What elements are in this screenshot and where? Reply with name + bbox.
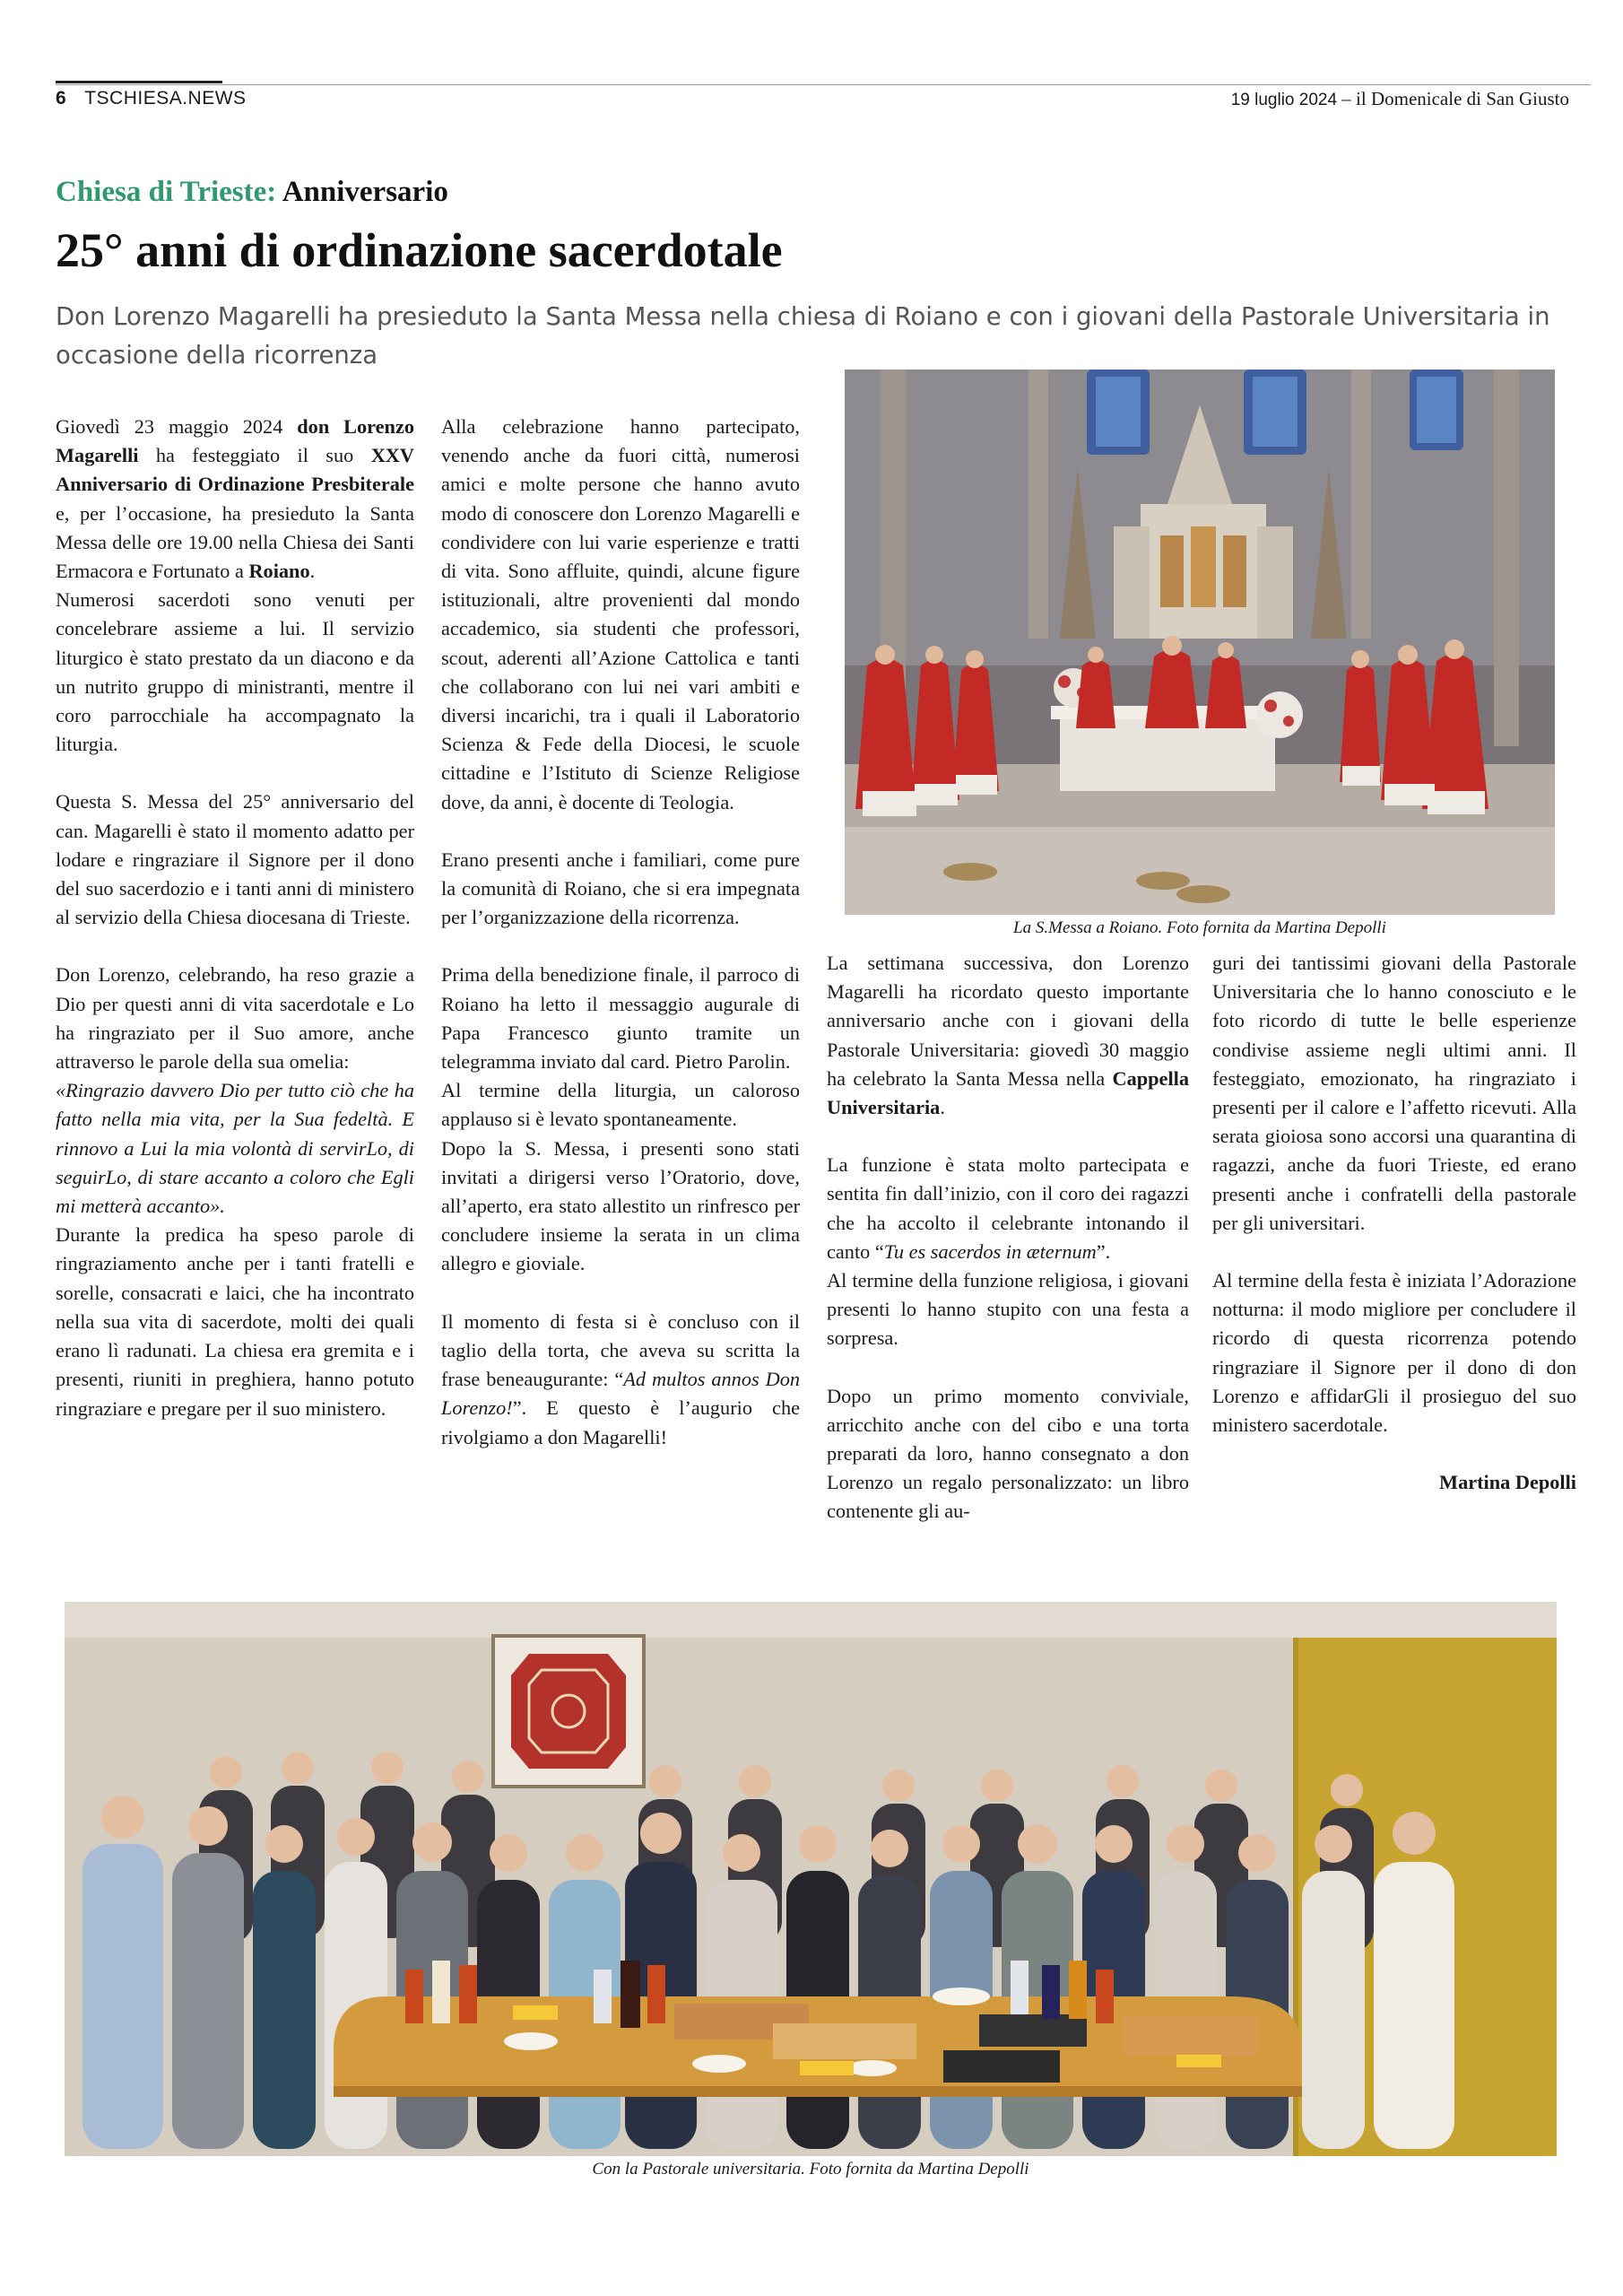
kicker-section: Chiesa di Trieste:: [56, 176, 277, 208]
article-column-2: [441, 413, 800, 1481]
page-header-right: [1231, 88, 1569, 110]
paragraph: Erano presenti anche i familiari, come pure la comunità di Roiano, che si era impegnata per l’organizzazione della ricorrenza.: [441, 848, 800, 929]
paragraph: Al termine della festa è iniziata l’Adorazione notturna: il modo migliore per concludere il ricordo di questa ricorrenza potendo ringraziare il Signore per il dono di don Lorenzo e affidarGli il prosieguo del suo ministero sacerdotale.: [1212, 1269, 1576, 1437]
homily-quote: «Ringrazio davvero Dio per tutto ciò che ha fatto nella mia vita, per la Sua fedeltà. E rinnovo a Lui la mia volontà di servirLo, di seguirLo, di stare accanto a coloro che Egli mi metterà accanto».: [56, 1079, 414, 1218]
paragraph: Dopo la S. Messa, i presenti sono stati invitati a dirigersi verso l’Oratorio, dove, all’aperto, era stato allestito un rinfresco per concludere insieme la serata in un clima allegro e gioviale.: [441, 1136, 800, 1275]
paragraph: Don Lorenzo, celebrando, ha reso grazie a Dio per questi anni di vita sacerdotale e Lo ha ringraziato per il Suo amore, anche attraverso le parole della sua omelia:: [56, 963, 414, 1074]
publication-name: il Domenicale di San Giusto: [1356, 88, 1569, 109]
article-column-1: [56, 413, 414, 1452]
site-name: TSCHIESA.NEWS: [84, 88, 247, 109]
group-photo: [65, 1602, 1557, 2156]
issue-date: 19 luglio 2024: [1230, 91, 1338, 109]
paragraph: Questa S. Messa del 25° anniversario del can. Magarelli è stato il momento adatto per lodare e ringraziare il Signore per il dono del suo sacerdozio e i tanti anni di ministero al servizio della Chiesa diocesana di Trieste.: [56, 790, 414, 929]
paragraph: Prima della benedizione finale, il parroco di Roiano ha letto il messaggio augurale di Papa Francesco giunto tramite un telegramma inviato dal card. Pietro Parolin.: [441, 963, 800, 1074]
paragraph: Al termine della liturgia, un caloroso applauso si è levato spontaneamente.: [441, 1079, 800, 1131]
mass-photo: [845, 370, 1555, 915]
section-kicker: [56, 176, 448, 209]
kicker-topic: Anniversario: [282, 176, 448, 208]
header-rule: [56, 84, 1591, 85]
group-photo-caption: Con la Pastorale universitaria. Foto fornita da Martina Depolli: [592, 2160, 1029, 2179]
article-subtitle: Don Lorenzo Magarelli ha presieduto la Santa Messa nella chiesa di Roiano e con i giovani della Pastorale Universitaria in occasione della ricorrenza: [56, 302, 1550, 370]
paragraph: guri dei tantissimi giovani della Pastorale Universitaria che lo hanno conosciuto e le foto ricordo di tutte le belle esperienze condivise assieme negli ultimi anni. Il festeggiato, emozionato, ha ringraziato i presenti per il calore e l’affetto ricevuti. Alla serata gioiosa sono accorsi una quarantina di ragazzi, anche da fuori Trieste, ed erano presenti anche i confratelli della pastorale per gli universitari.: [1212, 952, 1576, 1234]
header-separator: –: [1337, 88, 1357, 109]
page-header-left: [56, 88, 247, 109]
paragraph: Il momento di festa si è concluso con il taglio della torta, che aveva su scritta la frase beneaugurante: “Ad multos annos Don Lorenzo!”. E questo è l’augurio che rivolgiamo a don Magarelli!: [441, 1309, 800, 1448]
header-rule-accent: [56, 81, 222, 83]
page-number: 6: [56, 88, 67, 109]
paragraph: Durante la predica ha speso parole di ringraziamento anche per i tanti fratelli e sorelle, consacrati e laici, che ha incontrato nella sua vita di sacerdote, molti dei quali erano lì radunati. La chiesa era gremita e i presenti, riuniti in preghiera, hanno potuto ringraziare e pregare per il suo ministero.: [56, 1223, 414, 1420]
article-column-4: [1212, 949, 1576, 1526]
mass-photo-caption: La S.Messa a Roiano. Foto fornita da Martina Depolli: [1013, 918, 1386, 937]
paragraph: Alla celebrazione hanno partecipato, venendo anche da fuori città, numerosi amici e molte persone che hanno avuto modo di conoscere don Lorenzo Magarelli e condividere con lui varie esperienze e tratti di vita. Sono affluite, quindi, alcune figure istituzionali, altre provenienti dal mondo accademico, sia studenti che professori, scout, aderenti all’Azione Cattolica e tanti che collaborano con lui nei vari ambiti e diversi incarichi, tra i quali il Laboratorio Scienza & Fede della Diocesi, le scuole cittadine e l’Istituto di Scienze Religiose dove, da anni, è docente di Teologia.: [441, 415, 800, 813]
paragraph: Al termine della funzione religiosa, i giovani presenti lo hanno stupito con una festa a sorpresa.: [827, 1269, 1189, 1350]
author-signature: Martina Depolli: [1439, 1471, 1576, 1494]
paragraph: Giovedì 23 maggio 2024 don Lorenzo Magarelli ha festeggiato il suo XXV Anniversario di Ordinazione Presbiterale e, per l’occasione, ha presieduto la Santa Messa delle ore 19.00 nella Chiesa dei Santi Ermacora e Fortunato a Roiano.: [56, 415, 414, 583]
article-title: 25° anni di ordinazione sacerdotale: [56, 223, 783, 277]
article-column-3: [827, 949, 1189, 1555]
paragraph: Dopo un primo momento conviviale, arricchito anche con del cibo e una torta preparati da loro, hanno consegnato a don Lorenzo un regalo personalizzato: un libro contenente gli au-: [827, 1384, 1189, 1523]
paragraph: La settimana successiva, don Lorenzo Magarelli ha ricordato questo importante anniversario anche con i giovani della Pastorale Universitaria: giovedì 30 maggio ha celebrato la Santa Messa nella Cappella Universitaria.: [827, 952, 1189, 1119]
paragraph: Numerosi sacerdoti sono venuti per concelebrare assieme a lui. Il servizio liturgico è stato prestato da un diacono e da un nutrito gruppo di ministranti, mentre il coro parrocchiale ha accompagnato la liturgia.: [56, 588, 414, 756]
paragraph: La funzione è stata molto partecipata e sentita fin dall’inizio, con il coro dei ragazzi che ha accolto il celebrante intonando il canto “Tu es sacerdos in æternum”.: [827, 1153, 1189, 1263]
